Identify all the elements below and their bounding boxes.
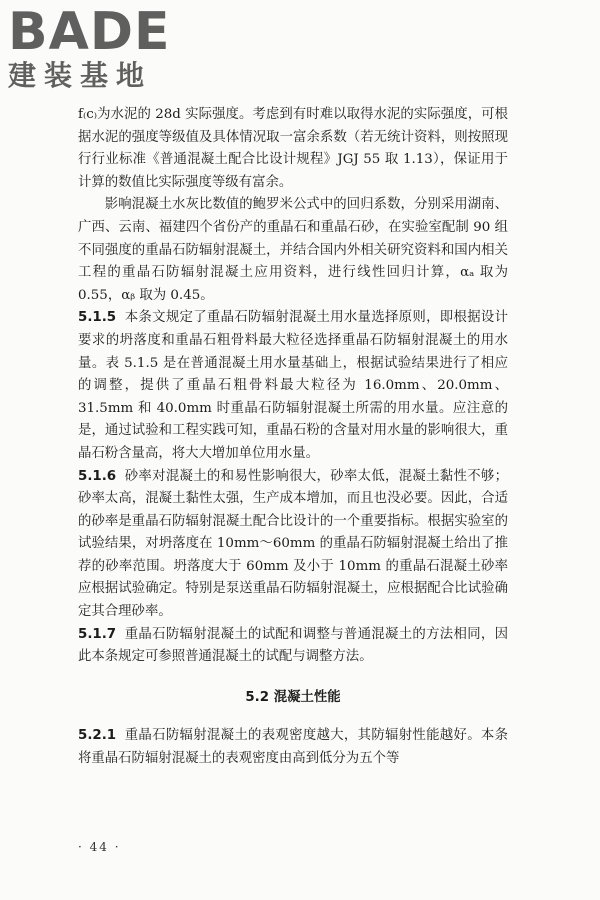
logo-subtitle: 建装基地 [8, 59, 153, 92]
clause-text: 重晶石防辐射混凝土的试配和调整与普通混凝土的方法相同，因此本条规定可参照普通混凝土的试配与调整方法。 [78, 626, 509, 665]
clause-5-2-1 [78, 725, 508, 770]
paragraph-strength: f₍c₎为水泥的 28d 实际强度。考虑到有时难以取得水泥的实际强度，可根据水泥的强度等级值及具体情况取一富余系数（若无统计资料，则按照现行行业标准《普通混凝土配合比设计规程》JGJ 55 取 1.13），保证用于计算的数值比实际强度等级有富余。 [78, 107, 508, 190]
clause-5-1-6 [78, 466, 508, 624]
clause-number: 5.2.1 [78, 728, 117, 744]
clause-5-1-5 [78, 307, 508, 465]
clause-text: 重晶石防辐射混凝土的表观密度越大，其防辐射性能越好。本条将重晶石防辐射混凝土的表观密度由高到低分为五个等 [78, 728, 509, 767]
clause-5-1-7 [78, 624, 508, 669]
section-heading: 5.2 混凝土性能 [245, 689, 341, 705]
paragraph-regression: 影响混凝土水灰比数值的鲍罗米公式中的回归系数，分别采用湖南、广西、云南、福建四个省份产的重晶石和重晶石砂，在实验室配制 90 组不同强度的重晶石防辐射混凝土，并结合国内外相关研究资料和国内相关工程的重晶石防辐射混凝土应用资料，进行线性回归计算，αₐ 取为 0.55，αᵦ 取为 0.45。 [78, 197, 508, 303]
clause-number: 5.1.6 [78, 468, 117, 484]
logo-wordmark: BADE [8, 2, 171, 62]
clause-number: 5.1.5 [78, 310, 117, 326]
clause-text: 砂率对混凝土的和易性影响很大，砂率太低，混凝土黏性不够；砂率太高，混凝土黏性太强，生产成本增加，而且也没必要。因此，合适的砂率是重晶石防辐射混凝土配合比设计的一个重要指标。根据实验室的试验结果，对坍落度在 10mm～60mm 的重晶石防辐射混凝土给出了推荐的砂率范围。坍落度大于 60mm 及小于 10mm 的重晶石混凝土砂率应根据试验确定。特别是泵送重晶石防辐射混凝土，应根据配合比试验确定其合理砂率。 [78, 468, 509, 620]
document-body [78, 104, 508, 771]
page-number: · 44 · [78, 840, 121, 854]
site-logo [8, 2, 171, 92]
clause-number: 5.1.7 [78, 626, 117, 642]
clause-text: 本条文规定了重晶石防辐射混凝土用水量选择原则，即根据设计要求的坍落度和重晶石粗骨料最大粒径选择重晶石防辐射混凝土的用水量。表 5.1.5 是在普通混凝土用水量基础上，根据试验结果进行了相应的调整，提供了重晶石粗骨料最大粒径为 16.0mm、20.0mm、31.5mm 和 40.0mm 时重晶石防辐射混凝土所需的用水量。应注意的是，通过试验和工程实践可知，重晶石粉的含量对用水量的影响很大，重晶石粉含量高，将大大增加单位用水量。 [78, 310, 509, 461]
